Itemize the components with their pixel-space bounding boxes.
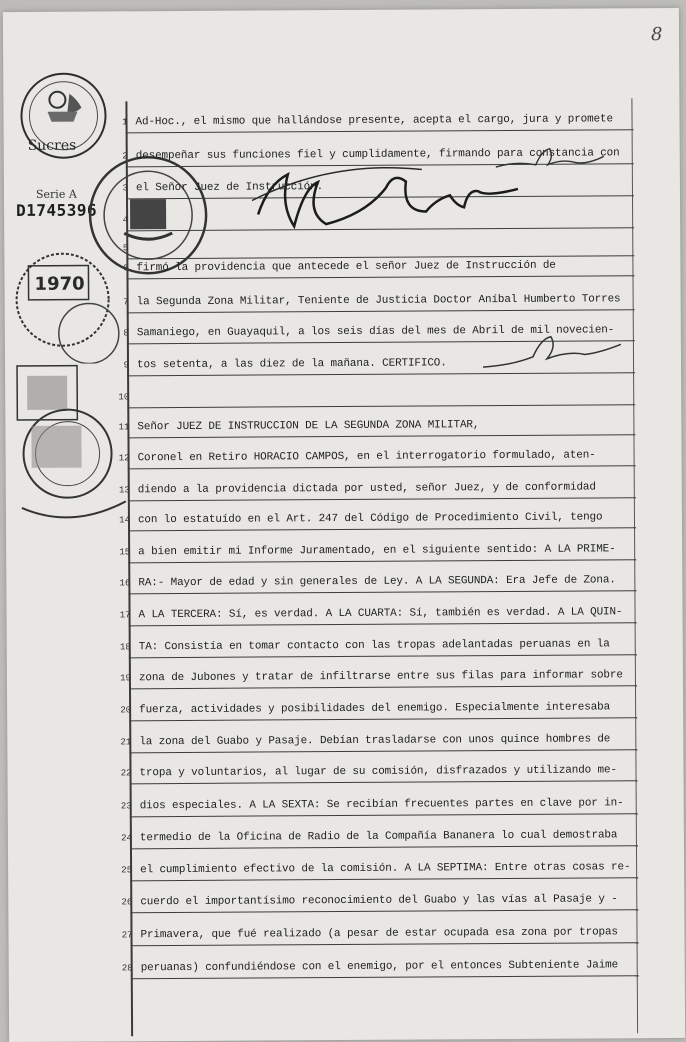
document-line xyxy=(117,747,637,784)
document-page xyxy=(3,8,685,1042)
line-number: 17 xyxy=(119,610,131,621)
document-line xyxy=(114,242,634,279)
line-text: la zona del Guabo y Pasaje. Debían trasladarse con unos quince hombres de xyxy=(139,733,611,749)
line-number: 14 xyxy=(119,515,130,526)
serie-number: D1745396 xyxy=(16,200,98,220)
line-text: tos setenta, a las diez de la mañana. CERTIFICO. xyxy=(136,357,447,372)
stamp-year: 1970 xyxy=(34,273,85,295)
line-number: 26 xyxy=(121,897,133,908)
signature-2 xyxy=(238,159,568,241)
line-number: 13 xyxy=(118,485,130,496)
line-number: 23 xyxy=(120,801,132,812)
line-text: cuerdo el importantísimo reconocimiento del Guabo y las vías al Pasaje y - xyxy=(140,893,618,909)
line-number: 27 xyxy=(121,930,133,941)
line-text: TA: Consistía en tomar contacto con las tropas adelantadas peruanas en la xyxy=(138,638,610,654)
line-text: RA:- Mayor de edad y sin generales de Ley. A LA SEGUNDA: Era Jefe de Zona. xyxy=(138,574,616,590)
line-text: desempeñar sus funciones fiel y cumplidamente, firmando para constancia con xyxy=(135,147,620,163)
stamp-word: Sucres xyxy=(27,137,77,154)
line-number: 11 xyxy=(118,422,130,433)
line-number: 4 xyxy=(122,215,129,226)
line-text: tropa y voluntarios, al lugar de su comisión, disfrazados y utilizando me- xyxy=(139,764,617,780)
line-number: 12 xyxy=(118,453,130,464)
page-number: 8 xyxy=(650,24,663,46)
line-text: fuerza, actividades y posibilidades del enemigo. Especialmente interesaba xyxy=(139,701,611,717)
line-text: zona de Jubones y tratar de infiltrarse entre sus filas para informar sobre xyxy=(138,669,623,685)
rule-line xyxy=(131,975,639,979)
line-text: Primavera, que fué realizado (a pesar de estar ocupada esa zona por tropas xyxy=(140,926,618,942)
line-number: 28 xyxy=(121,963,133,974)
line-number: 7 xyxy=(123,297,129,308)
line-number: 8 xyxy=(123,328,129,339)
line-text: Samaniego, en Guayaquil, a los seis días del mes de Abril de mil novecien- xyxy=(136,324,615,340)
line-text: con lo estatuído en el Art. 247 del Código de Procedimiento Civil, tengo xyxy=(137,511,603,527)
line-number: 10 xyxy=(118,392,130,403)
line-number: 9 xyxy=(123,360,130,371)
line-text: dios especiales. A LA SEXTA: Se recibían frecuentes partes en clave por in- xyxy=(139,797,624,813)
line-number: 19 xyxy=(120,673,131,684)
line-number: 16 xyxy=(119,578,131,589)
line-number: 24 xyxy=(121,833,132,844)
line-number: 18 xyxy=(119,642,131,653)
line-text: diendo a la providencia dictada por usted, señor Juez, y de conformidad xyxy=(137,481,596,497)
line-text: a bien emitir mi Informe Juramentado, en el siguiente sentido: A LA PRIME- xyxy=(138,543,616,559)
document-line xyxy=(119,942,639,979)
document-line xyxy=(113,96,633,133)
line-text: Coronel en Retiro HORACIO CAMPOS, en el interrogatorio formulado, aten- xyxy=(137,449,596,465)
line-number: 25 xyxy=(121,865,133,876)
line-number: 22 xyxy=(120,768,132,779)
document-line xyxy=(118,876,638,913)
line-text: el Señor Juez de Instrucción. xyxy=(135,181,324,195)
signature-3 xyxy=(475,326,645,375)
line-number: 20 xyxy=(120,705,132,716)
line-text: termedio de la Oficina de Radio de la Compañía Bananera lo cual demostraba xyxy=(139,829,618,845)
line-text: Ad-Hoc., el mismo que hallándose presente, acepta el cargo, jura y promete xyxy=(135,113,613,129)
line-text: firmó la providencia que antecede el señor Juez de Instrucción de xyxy=(136,259,556,275)
line-number: 3 xyxy=(122,183,128,194)
line-text: Señor JUEZ DE INSTRUCCION DE LA SEGUNDA ZONA MILITAR, xyxy=(137,419,480,434)
line-number: 15 xyxy=(119,547,131,558)
line-number: 5 xyxy=(122,243,129,254)
document-line xyxy=(118,909,638,946)
line-number: 2 xyxy=(122,151,128,162)
line-text: la Segunda Zona Militar, Teniente de Justicia Doctor Aníbal Humberto Torres xyxy=(136,293,621,309)
line-number: 21 xyxy=(120,737,132,748)
line-text: peruanas) confundiéndose con el enemigo, por el entonces Subteniente Jaime xyxy=(140,959,619,975)
line-text: A LA TERCERA: Sí, es verdad. A LA CUARTA: Sí, también es verdad. A LA QUIN- xyxy=(138,606,623,622)
line-number: 1 xyxy=(122,117,128,128)
line-text: el cumplimiento efectivo de la comisión. A LA SEPTIMA: Entre otras cosas re- xyxy=(140,861,631,877)
line-number: 6 xyxy=(122,263,129,274)
serie-label: Serie A xyxy=(35,187,77,201)
